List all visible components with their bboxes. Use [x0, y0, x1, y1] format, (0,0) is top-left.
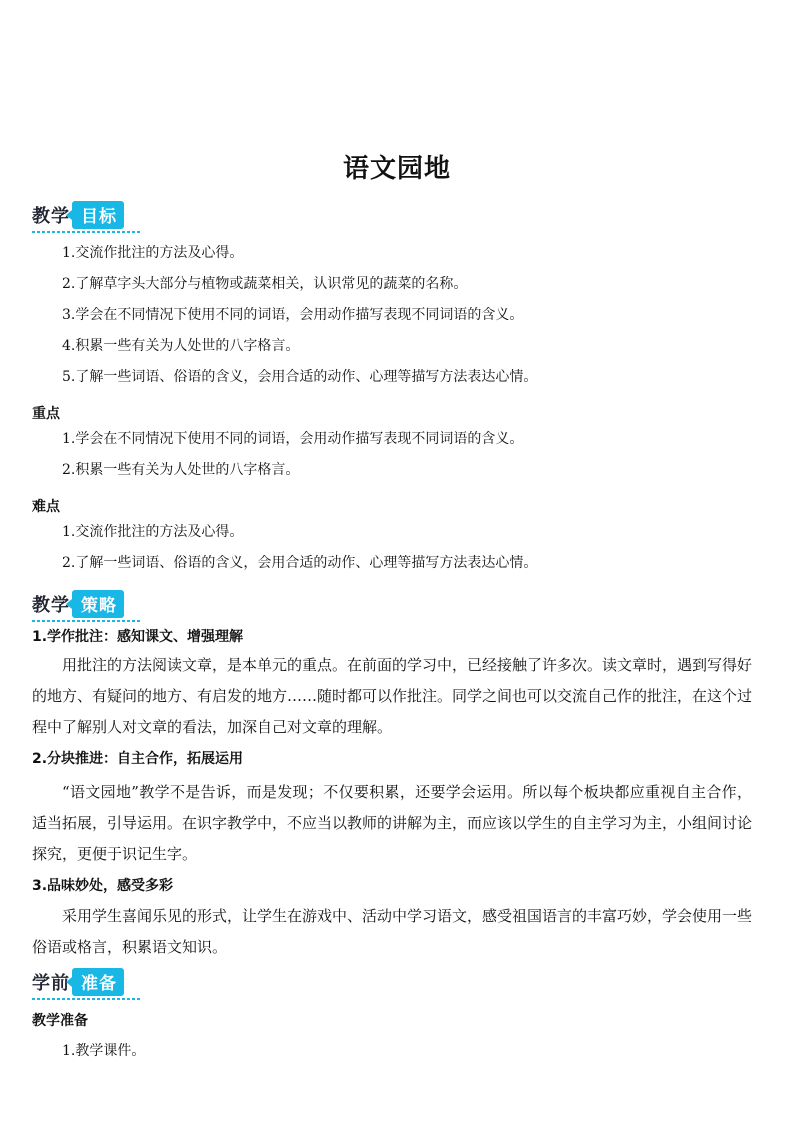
heading-underline: [32, 620, 140, 622]
strategy-title: 2.分块推进：自主合作，拓展运用: [32, 751, 244, 767]
heading-underline: [32, 998, 140, 1000]
heading-prefix: 教学: [32, 595, 70, 616]
difficult-points-label: 难点: [32, 499, 60, 515]
prep-label: 教学准备: [32, 1013, 88, 1029]
key-point-item: 2.积累一些有关为人处世的八字格言。: [62, 462, 300, 478]
heading-underline: [32, 231, 140, 233]
strategy-paragraph: [32, 901, 752, 963]
strategy-title: 1.学作批注：感知课文、增强理解: [32, 629, 244, 645]
section-heading-prep: [32, 967, 124, 997]
strategy-paragraph: [32, 777, 752, 870]
prep-item: 1.教学课件。: [62, 1043, 146, 1059]
difficult-point-item: 2.了解一些词语、俗语的含义，会用合适的动作、心理等描写方法表达心情。: [62, 555, 538, 571]
page-title: 语文园地: [342, 154, 451, 184]
strategy-title: 3.品味妙处，感受多彩: [32, 878, 174, 894]
heading-tag: 策略: [72, 590, 124, 618]
goal-item: 5.了解一些词语、俗语的含义，会用合适的动作、心理等描写方法表达心情。: [62, 369, 538, 385]
section-heading-goals: [32, 200, 124, 230]
difficult-point-item: 1.交流作批注的方法及心得。: [62, 524, 244, 540]
goal-item: 2.了解草字头大部分与植物或蔬菜相关，认识常见的蔬菜的名称。: [62, 276, 468, 292]
goal-item: 1.交流作批注的方法及心得。: [62, 245, 244, 261]
strategy-paragraph: [32, 650, 752, 743]
heading-prefix: 教学: [32, 206, 70, 227]
goal-item: 4.积累一些有关为人处世的八字格言。: [62, 338, 300, 354]
goal-item: 3.学会在不同情况下使用不同的词语，会用动作描写表现不同词语的含义。: [62, 307, 524, 323]
strategy-text: “语文园地”教学不是告诉，而是发现；不仅要积累，还要学会运用。所以每个板块都应重视自主合作，适当拓展，引导运用。在识字教学中，不应当以教师的讲解为主，而应该以学生的自主学习为主，小组间讨论探究，更便于识记生字。: [32, 783, 753, 863]
key-points-label: 重点: [32, 406, 60, 422]
key-point-item: 1.学会在不同情况下使用不同的词语，会用动作描写表现不同词语的含义。: [62, 431, 524, 447]
strategy-text: 采用学生喜闻乐见的形式，让学生在游戏中、活动中学习语文，感受祖国语言的丰富巧妙，学会使用一些俗语或格言，积累语文知识。: [32, 907, 753, 956]
heading-tag: 目标: [72, 201, 124, 229]
strategy-text: 用批注的方法阅读文章，是本单元的重点。在前面的学习中，已经接触了许多次。读文章时，遇到写得好的地方、有疑问的地方、有启发的地方……随时都可以作批注。同学之间也可以交流自己作的批注，在这个过程中了解别人对文章的看法，加深自己对文章的理解。: [32, 656, 753, 736]
heading-tag: 准备: [72, 968, 124, 996]
section-heading-strategy: [32, 589, 124, 619]
heading-prefix: 学前: [32, 973, 70, 994]
